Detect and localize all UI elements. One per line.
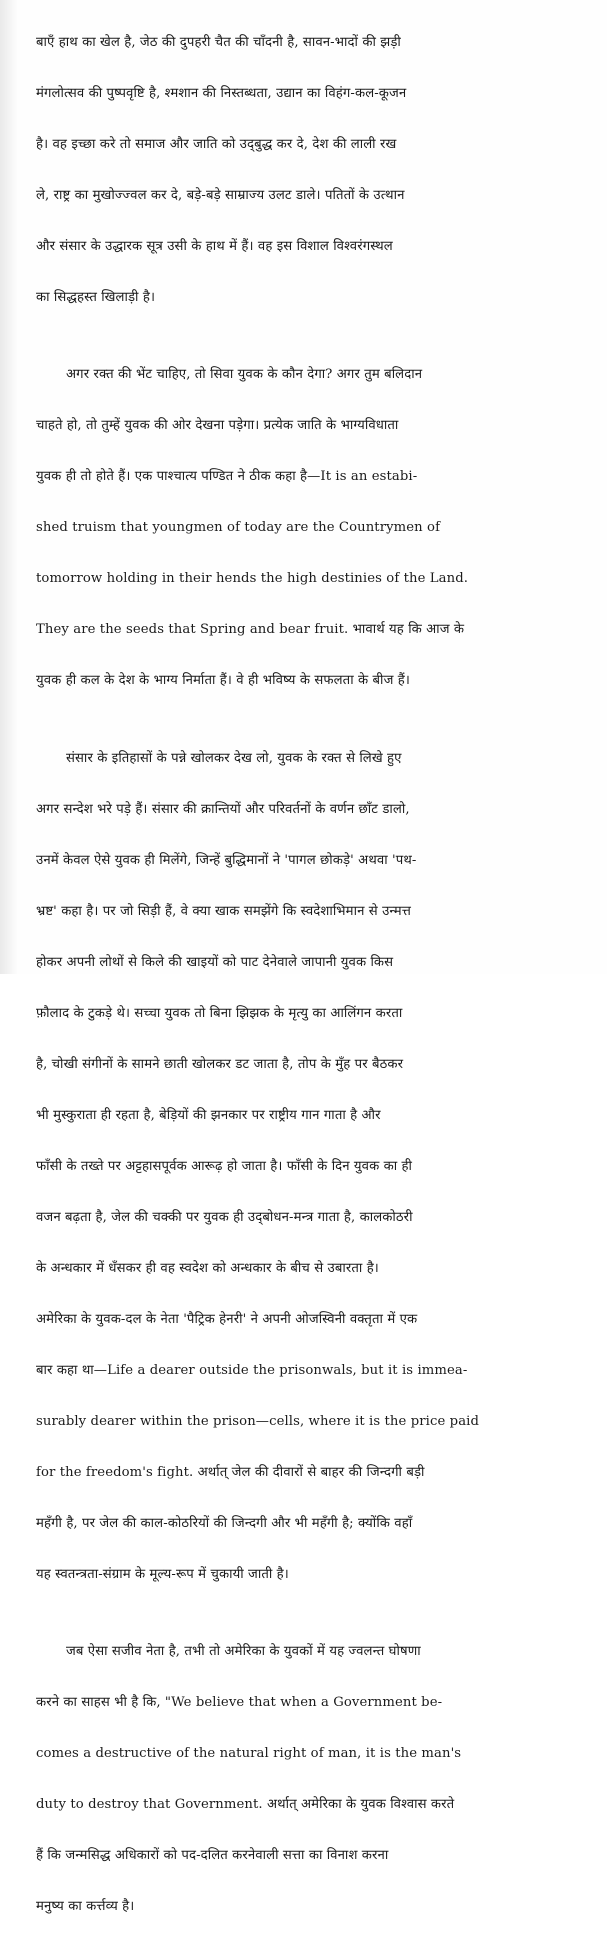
text-line: मंगलोत्सव की पुष्पवृष्टि है, श्मशान की निस्तब्धता, उद्यान का विहंग-कल-कूजन: [36, 81, 595, 107]
text-line: का सिद्धहस्त खिलाड़ी है।: [36, 285, 595, 311]
text-line: संसार के इतिहासों के पन्ने खोलकर देख लो, युवक के रक्त से लिखे हुए: [36, 746, 595, 772]
text-line: यह स्वतन्त्रता-संग्राम के मूल्य-रूप में चुकायी जाती है।: [36, 1562, 595, 1588]
text-line: है। वह इच्छा करे तो समाज और जाति को उद्‌बुद्ध कर दे, देश की लाली रख: [36, 132, 595, 158]
text-line: बाएँ हाथ का खेल है, जेठ की दुपहरी चैत की चाँदनी है, सावन-भादों की झड़ी: [36, 30, 595, 56]
text-line: अमेरिका के युवक-दल के नेता 'पैट्रिक हेनरी' ने अपनी ओजस्विनी वक्तृता में एक: [36, 1307, 595, 1333]
text-line: अगर सन्देश भरे पड़े हैं। संसार की क्रान्तियों और परिवर्तनों के वर्णन छाँट डालो,: [36, 797, 595, 823]
text-line: चाहते हो, तो तुम्हें युवक की ओर देखना पड़ेगा। प्रत्येक जाति के भाग्यविधाता: [36, 413, 595, 439]
text-line: ले, राष्ट्र का मुखोज्ज्वल कर दे, बड़े-बड़े साम्राज्य उलट डाले। पतितों के उत्थान: [36, 183, 595, 209]
text-line: for the freedom's fight. अर्थात् जेल की दीवारों से बाहर की जिन्दगी बड़ी: [36, 1460, 595, 1486]
paragraph-2: [36, 337, 595, 720]
text-line: भी मुस्कुराता ही रहता है, बेड़ियों की झनकार पर राष्ट्रीय गान गाता है और: [36, 1103, 595, 1129]
paragraph-1: [36, 4, 595, 336]
text-line: tomorrow holding in their hends the high destinies of the Land.: [36, 566, 595, 592]
paragraph-4: [36, 1614, 595, 1945]
text-line: वजन बढ़ता है, जेल की चक्की पर युवक ही उद्‌बोधन-मन्त्र गाता है, कालकोठरी: [36, 1205, 595, 1231]
text-line: shed truism that youngmen of today are the Countrymen of: [36, 515, 595, 541]
text-line: comes a destructive of the natural right of man, it is the man's: [36, 1741, 595, 1767]
page-edge-shadow: [0, 0, 18, 974]
text-line: जब ऐसा सजीव नेता है, तभी तो अमेरिका के युवकों में यह ज्वलन्त घोषणा: [36, 1639, 595, 1665]
text-line: और संसार के उद्धारक सूत्र उसी के हाथ में हैं। वह इस विशाल विश्वरंगस्थल: [36, 234, 595, 260]
text-line: surably dearer within the prison—cells, where it is the price paid: [36, 1409, 595, 1435]
text-line: फ़ौलाद के टुकड़े थे। सच्चा युवक तो बिना झिझक के मृत्यु का आलिंगन करता: [36, 1001, 595, 1027]
text-line: उनमें केवल ऐसे युवक ही मिलेंगे, जिन्हें बुद्धिमानों ने 'पागल छोकड़े' अथवा 'पथ-: [36, 848, 595, 874]
paragraph-3: [36, 720, 595, 1613]
text-line: They are the seeds that Spring and bear fruit. भावार्थ यह कि आज के: [36, 617, 595, 643]
text-line: के अन्धकार में धँसकर ही वह स्वदेश को अन्धकार के बीच से उबारता है।: [36, 1256, 595, 1282]
text-line: हैं कि जन्मसिद्ध अधिकारों को पद-दलित करनेवाली सत्ता का विनाश करना: [36, 1843, 595, 1869]
text-line: फाँसी के तख्ते पर अट्टहासपूर्वक आरूढ़ हो जाता है। फाँसी के दिन युवक का ही: [36, 1154, 595, 1180]
text-line: duty to destroy that Government. अर्थात् अमेरिका के युवक विश्वास करते: [36, 1792, 595, 1818]
text-line: है, चोखी संगीनों के सामने छाती खोलकर डट जाता है, तोप के मुँह पर बैठकर: [36, 1052, 595, 1078]
text-line: महँगी है, पर जेल की काल-कोठरियों की जिन्दगी और भी महँगी है; क्योंकि वहाँ: [36, 1511, 595, 1537]
text-line: होकर अपनी लोथों से किले की खाइयों को पाट देनेवाले जापानी युवक किस: [36, 950, 595, 976]
text-line: युवक ही कल के देश के भाग्य निर्माता हैं। वे ही भविष्य के सफलता के बीज हैं।: [36, 668, 595, 694]
text-line: युवक ही तो होते हैं। एक पाश्चात्य पण्डित ने ठीक कहा है—It is an estabi-: [36, 464, 595, 490]
text-line: भ्रष्ट' कहा है। पर जो सिड़ी हैं, वे क्या खाक समझेंगे कि स्वदेशाभिमान से उन्मत्त: [36, 899, 595, 925]
text-line: बार कहा था—Life a dearer outside the prisonwals, but it is immea-: [36, 1358, 595, 1384]
text-line: अगर रक्त की भेंट चाहिए, तो सिवा युवक के कौन देगा? अगर तुम बलिदान: [36, 362, 595, 388]
text-line: मनुष्य का कर्त्तव्य है।: [36, 1894, 595, 1920]
text-line: करने का साहस भी है कि, "We believe that when a Government be-: [36, 1690, 595, 1716]
